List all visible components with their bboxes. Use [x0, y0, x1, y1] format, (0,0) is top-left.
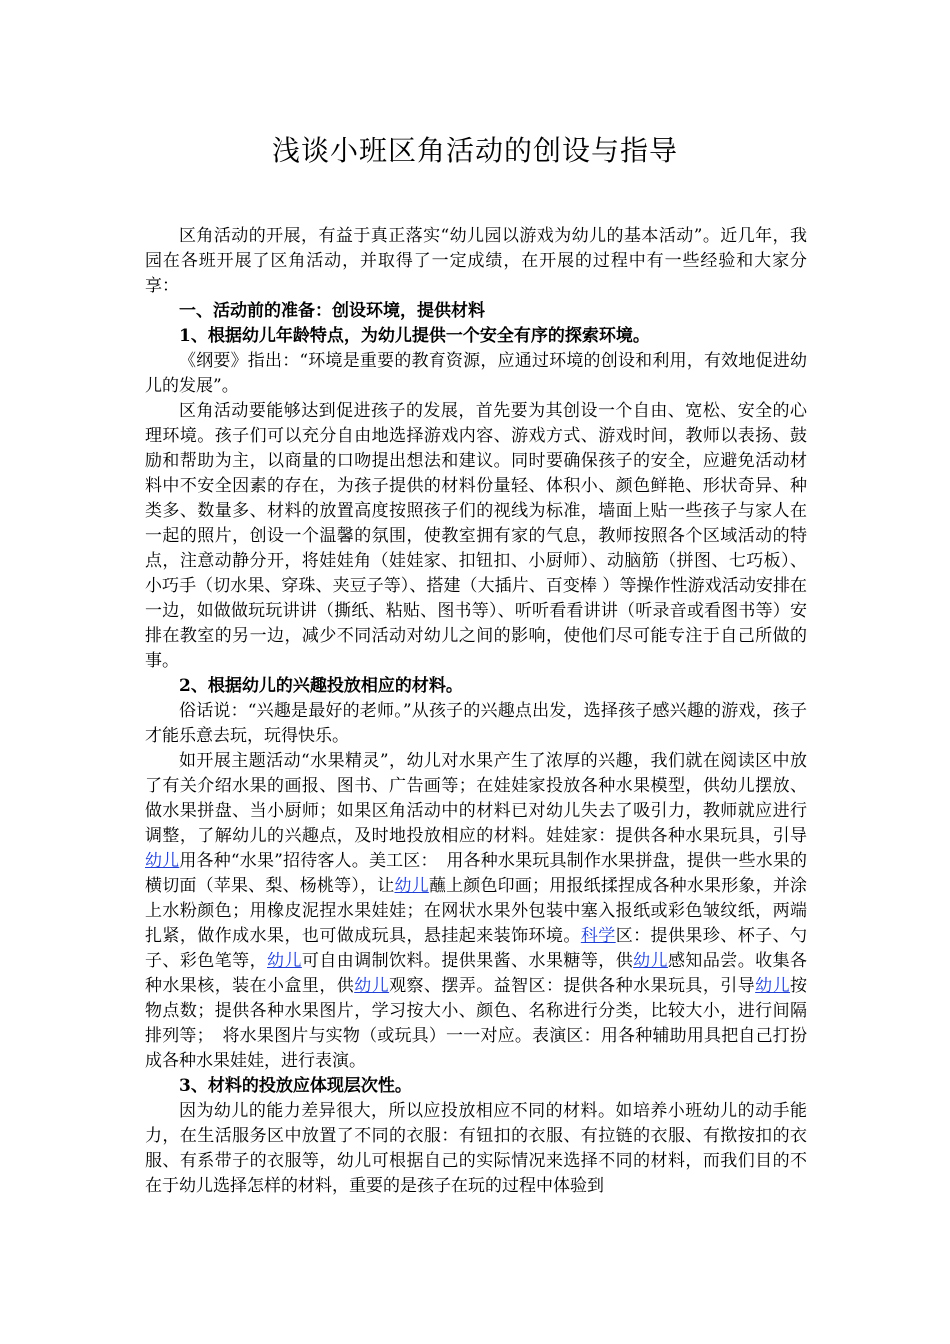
text-run: 区角活动要能够达到促进孩子的发展，首先要为其创设一个自由、宽松、安全的心理环境。孩子们可以充分自由地选择游戏内容、游戏方式、游戏时间，教师以表扬、鼓励和帮助为主，以商量的口吻提出想法和建议。同时要确保孩子的安全，应避免活动材料中不安全因素的存在，为孩子提供的材料份量轻、体积小、颜色鲜艳、形状奇异、种类多、数量多、材料的放置高度按照孩子们的视线为标准，墙面上贴一些孩子与家人在一起的照片，创设一个温馨的氛围，使教室拥有家的气息，教师按照各个区域活动的特点，注意动静分开，将娃娃角（娃娃家、扣钮扣、小厨师）、动脑筋（拼图、七巧板）、小巧手（切水果、穿珠、夹豆子等）、搭建（大插片、百变棒 ）等操作性游戏活动安排在一边，如做做玩玩讲讲（撕纸、粘贴、图书等）、听听看看讲讲（听录音或看图书等）安排在教室的另一边，减少不同活动对幼儿之间的影响，使他们尽可能专注于自己所做的事。 — [145, 401, 807, 671]
document-title: 浅谈小班区角活动的创设与指导 — [271, 134, 678, 167]
text-run: 用各种“水果”招待客人。美工区： 用各种水果玩具制作水果拼盘，提供一些水果的横切面（苹果、梨、杨桃等），让 — [145, 851, 807, 896]
text-run: 可自由调制饮料。提供果酱、水果糖等，供 — [301, 951, 634, 971]
text-run: 蘸上颜色印画；用报纸揉捏成各种水果形象，并涂上水粉颜色；用橡皮泥捏水果娃娃；在网状水果外包装中塞入报纸或彩色皱纹纸，两端扎紧，做作成水果，也可做成玩具，悬挂起来装饰环境。 — [145, 876, 808, 946]
paragraph — [145, 399, 807, 674]
text-run: 区：提供果珍、杯子、勺子、彩色笔等， — [145, 926, 808, 971]
text-run: 2、根据幼儿的兴趣投放相应的材料。 — [179, 676, 463, 696]
text-run: 因为幼儿的能力差异很大，所以应投放相应不同的材料。如培养小班幼儿的动手能力，在生活服务区中放置了不同的衣服：有钮扣的衣服、有拉链的衣服、有揿按扣的衣服、有系带子的衣服等，幼儿可根据自己的实际情况来选择不同的材料，而我们目的不在于幼儿选择怎样的材料，重要的是孩子在玩的过程中体验到 — [145, 1101, 807, 1196]
text-run: 俗话说：“兴趣是最好的老师。”从孩子的兴趣点出发，选择孩子感兴趣的游戏，孩子才能乐意去玩，玩得快乐。 — [145, 701, 807, 746]
section-heading — [145, 324, 807, 349]
hyperlink[interactable]: 科学 — [580, 926, 616, 946]
text-run: 1、根据幼儿年龄特点，为幼儿提供一个安全有序的探索环境。 — [179, 326, 650, 346]
paragraph — [145, 749, 807, 1074]
text-run: 如开展主题活动“水果精灵”，幼儿对水果产生了浓厚的兴趣，我们就在阅读区中放了有关介绍水果的画报、图书、广告画等；在娃娃家投放各种水果模型，供幼儿摆放、做水果拼盘、当小厨师；如果区角活动中的材料已对幼儿失去了吸引力，教师就应进行调整，了解幼儿的兴趣点，及时地投放相应的材料。娃娃家：提供各种水果玩具，引导 — [145, 751, 807, 846]
text-run: 《纲要》指出：“环境是重要的教育资源，应通过环境的创设和利用，有效地促进幼儿的发展”。 — [145, 351, 807, 396]
paragraph — [145, 224, 807, 299]
hyperlink[interactable]: 幼儿 — [145, 851, 180, 871]
hyperlink[interactable]: 幼儿 — [755, 976, 791, 996]
hyperlink[interactable]: 幼儿 — [267, 951, 302, 971]
text-run: 按物点数；提供各种水果图片，学习按大小、颜色、名称进行分类，比较大小，进行间隔排列等； 将水果图片与实物（或玩具）一一对应。表演区：用各种辅助用具把自己打扮成各种水果娃娃，进行表演。 — [145, 976, 808, 1071]
paragraph — [145, 349, 807, 399]
hyperlink[interactable]: 幼儿 — [354, 976, 390, 996]
hyperlink[interactable]: 幼儿 — [633, 951, 668, 971]
section-heading — [145, 1074, 807, 1099]
text-run: 3、材料的投放应体现层次性。 — [179, 1076, 412, 1096]
paragraph — [145, 699, 807, 749]
section-heading — [145, 674, 807, 699]
document-body — [145, 224, 807, 1199]
text-run: 区角活动的开展，有益于真正落实“幼儿园以游戏为幼儿的基本活动”。近几年，我园在各班开展了区角活动，并取得了一定成绩，在开展的过程中有一些经验和大家分享： — [145, 226, 807, 296]
section-heading — [145, 299, 807, 324]
paragraph — [145, 1099, 807, 1199]
text-run: 一、活动前的准备：创设环境，提供材料 — [179, 301, 485, 321]
text-run: 观察、摆弄。益智区：提供各种水果玩具，引导 — [389, 976, 756, 996]
text-run: 感知品尝。收集各种水果核，装在小盒里，供 — [145, 951, 808, 996]
hyperlink[interactable]: 幼儿 — [394, 876, 429, 896]
